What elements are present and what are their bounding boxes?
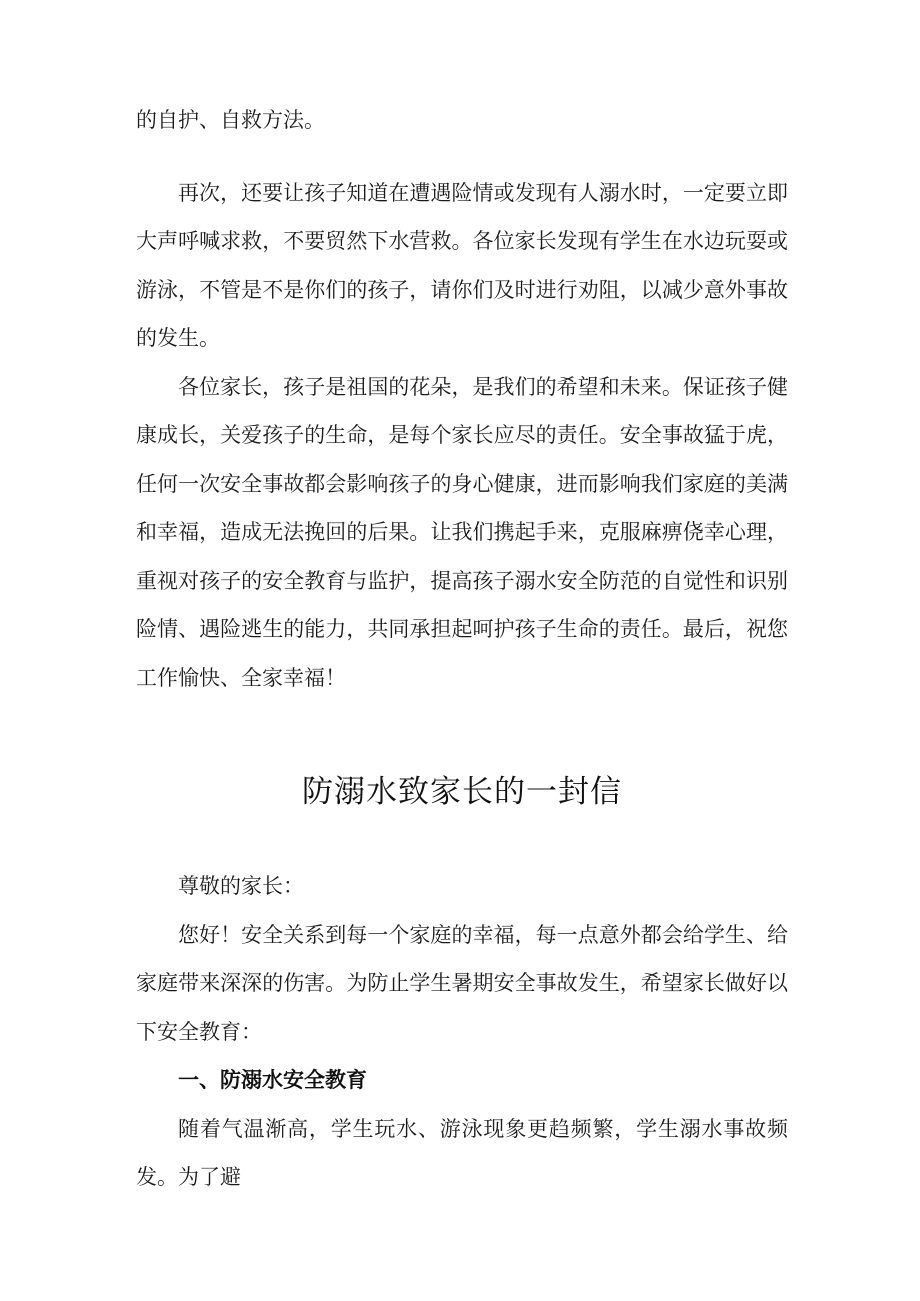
title-spacer [136, 822, 788, 862]
paragraph-continued-ending: 的自护、自救方法。 [136, 108, 325, 132]
letter-title: 防溺水致家长的一封信 [302, 774, 622, 810]
section-body-text: 随着气温渐高，学生玩水、游泳现象更趋频繁，学生溺水事故频发。为了避 [136, 1116, 788, 1189]
section-heading-drowning-prevention: 一、防溺水安全教育 [178, 1068, 367, 1092]
letter-salutation: 尊敬的家长： [178, 874, 304, 898]
paragraph-parents-responsibility: 各位家长，孩子是祖国的花朵，是我们的希望和未来。保证孩子健康成长，关爱孩子的生命，是每个家长应尽的责任。安全事故猛于虎，任何一次安全事故都会影响孩子的身心健康，进而影响我们家庭的美满和幸福，造成无法挽回的后果。让我们携起手来，克服麻痹侥幸心理，重视对孩子的安全教育与监护，提高孩子溺水安全防范的自觉性和识别险情、遇险逃生的能力，共同承担起呵护孩子生命的责任。最后，祝您工作愉快、全家幸福！ [136, 374, 788, 690]
letter-intro: 您好！安全关系到每一个家庭的幸福，每一点意外都会给学生、给家庭带来深深的伤害。为防止学生暑期安全事故发生，希望家长做好以下安全教育： [136, 922, 788, 1044]
paragraph-rescue-advice: 再次，还要让孩子知道在遭遇险情或发现有人溺水时，一定要立即大声呼喊求救，不要贸然下水营救。各位家长发现有学生在水边玩耍或游泳，不管是不是你们的孩子，请你们及时进行劝阻，以减少意外事故的发生。 [136, 180, 788, 350]
paragraph-gap [136, 145, 788, 169]
document-page [136, 96, 788, 1202]
